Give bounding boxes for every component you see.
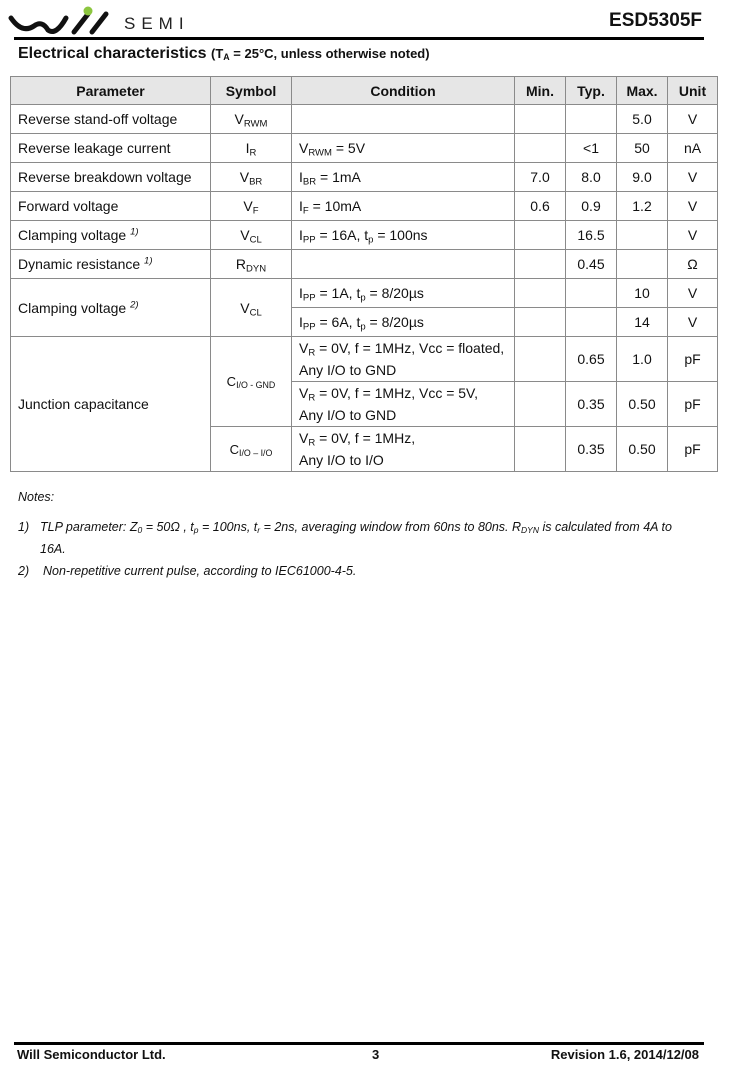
- param-cell: Dynamic resistance $^{1)}$: [11, 250, 211, 279]
- header-min: Min.: [515, 77, 566, 105]
- typ-cell: 8.0: [566, 163, 617, 192]
- section-title-text: Electrical characteristics: [18, 45, 207, 62]
- symbol-cell: $C_{I/O - I/O}$: [211, 427, 292, 472]
- max-cell: 1.2: [617, 192, 668, 221]
- typ-cell: [566, 279, 617, 308]
- table-header-row: [11, 77, 718, 105]
- unit-cell: V: [668, 221, 718, 250]
- unit-cell: pF: [668, 427, 718, 472]
- param-cell: Forward voltage: [11, 192, 211, 221]
- table-row: [11, 221, 718, 250]
- symbol-cell: $V_F$: [211, 192, 292, 221]
- param-cell: Clamping voltage $^{2)}$: [11, 279, 211, 337]
- header-max: Max.: [617, 77, 668, 105]
- table-row: [11, 250, 718, 279]
- table-row: [11, 337, 718, 382]
- min-cell: [515, 221, 566, 250]
- note-number: 1): [18, 520, 30, 534]
- max-cell: 14: [617, 308, 668, 337]
- typ-cell: 16.5: [566, 221, 617, 250]
- condition-cell: $V_R = 0V$, f = 1MHz, Any I/O to I/O: [292, 427, 515, 472]
- min-cell: [515, 134, 566, 163]
- header-unit: Unit: [668, 77, 718, 105]
- electrical-characteristics-table: [10, 76, 718, 472]
- condition-cell: [292, 250, 515, 279]
- unit-cell: V: [668, 279, 718, 308]
- footnote-ref: 1): [130, 226, 139, 238]
- unit-cell: V: [668, 192, 718, 221]
- param-cell: Clamping voltage $^{1)}$: [11, 221, 211, 250]
- max-cell: 10: [617, 279, 668, 308]
- notes-heading: Notes:: [18, 490, 55, 504]
- max-cell: 0.50: [617, 427, 668, 472]
- min-cell: [515, 427, 566, 472]
- condition-cell: $I_F = 10mA$: [292, 192, 515, 221]
- table-row: [11, 279, 718, 308]
- min-cell: 0.6: [515, 192, 566, 221]
- unit-cell: Ω: [668, 250, 718, 279]
- unit-cell: V: [668, 308, 718, 337]
- symbol-cell: $V_{RWM}$: [211, 105, 292, 134]
- note-text: TLP parameter: $Z_0 = 50\Omega$ , $t_p = 100ns$, $t_r = 2ns$, averaging window from 60ns to 80ns. $R_{DYN}$ is calculated from 4A to 16A.: [40, 520, 672, 556]
- max-cell: 1.0: [617, 337, 668, 382]
- note-item: [18, 516, 718, 560]
- min-cell: 7.0: [515, 163, 566, 192]
- condition-cell: $I_{BR} = 1mA$: [292, 163, 515, 192]
- min-cell: [515, 308, 566, 337]
- max-cell: [617, 221, 668, 250]
- symbol-cell: $V_{BR}$: [211, 163, 292, 192]
- min-cell: [515, 250, 566, 279]
- table-row: [11, 105, 718, 134]
- min-cell: [515, 337, 566, 382]
- header-typ: Typ.: [566, 77, 617, 105]
- typ-cell: 0.65: [566, 337, 617, 382]
- symbol-cell: $I_R$: [211, 134, 292, 163]
- footer-revision: Revision 1.6, 2014/12/08: [550, 1047, 699, 1062]
- typ-cell: 0.9: [566, 192, 617, 221]
- logo-text: SEMI: [124, 14, 190, 33]
- unit-cell: pF: [668, 337, 718, 382]
- section-title: [18, 45, 430, 63]
- param-cell: Junction capacitance: [11, 337, 211, 472]
- header-parameter: Parameter: [11, 77, 211, 105]
- unit-cell: V: [668, 105, 718, 134]
- table-row: [11, 163, 718, 192]
- symbol-cell: $C_{I/O - GND}$: [211, 337, 292, 427]
- condition-cell: $V_R = 0V$, f = 1MHz, Vcc = floated, Any I/O to GND: [292, 337, 515, 382]
- footer-company: Will Semiconductor Ltd.: [17, 1047, 166, 1062]
- symbol-cell: $V_{CL}$: [211, 221, 292, 250]
- footnote-ref: 2): [130, 298, 139, 310]
- note-number: 2): [18, 564, 30, 578]
- symbol-cell: $V_{CL}$: [211, 279, 292, 337]
- header-rule: [14, 37, 704, 40]
- will-logo-icon: [8, 6, 123, 38]
- condition-cell: $I_{PP} = 1A$, $t_p = 8/20\mu s$: [292, 279, 515, 308]
- footnote-ref: 1): [144, 255, 153, 267]
- min-cell: [515, 382, 566, 427]
- part-number: ESD5305F: [609, 10, 702, 31]
- max-cell: 50: [617, 134, 668, 163]
- typ-cell: 0.35: [566, 382, 617, 427]
- section-condition: ($T_A = 25^\circ C$, unless otherwise noted): [211, 46, 430, 63]
- header-symbol: Symbol: [211, 77, 292, 105]
- footer-page-number: 3: [372, 1047, 380, 1062]
- footer-rule: [14, 1042, 704, 1045]
- typ-cell: <1: [566, 134, 617, 163]
- unit-cell: nA: [668, 134, 718, 163]
- max-cell: 5.0: [617, 105, 668, 134]
- min-cell: [515, 279, 566, 308]
- condition-cell: [292, 105, 515, 134]
- header-condition: Condition: [292, 77, 515, 105]
- table-row: [11, 192, 718, 221]
- condition-cell: $I_{PP} = 6A$, $t_p = 8/20\mu s$: [292, 308, 515, 337]
- typ-cell: 0.45: [566, 250, 617, 279]
- note-text: Non-repetitive current pulse, according to IEC61000-4-5.: [43, 564, 357, 578]
- min-cell: [515, 105, 566, 134]
- notes-section: [18, 486, 718, 582]
- max-cell: 9.0: [617, 163, 668, 192]
- param-cell: Reverse breakdown voltage: [11, 163, 211, 192]
- condition-cell: $I_{PP} = 16A$, $t_p = 100ns$: [292, 221, 515, 250]
- param-cell: Reverse leakage current: [11, 134, 211, 163]
- symbol-cell: $R_{DYN}$: [211, 250, 292, 279]
- table-row: [11, 134, 718, 163]
- typ-cell: 0.35: [566, 427, 617, 472]
- condition-cell: $V_R = 0V$, f = 1MHz, Vcc = 5V, Any I/O to GND: [292, 382, 515, 427]
- unit-cell: V: [668, 163, 718, 192]
- param-cell: Reverse stand-off voltage: [11, 105, 211, 134]
- unit-cell: pF: [668, 382, 718, 427]
- note-item: [18, 560, 718, 582]
- typ-cell: [566, 105, 617, 134]
- condition-cell: $V_{RWM} = 5V$: [292, 134, 515, 163]
- typ-cell: [566, 308, 617, 337]
- max-cell: [617, 250, 668, 279]
- max-cell: 0.50: [617, 382, 668, 427]
